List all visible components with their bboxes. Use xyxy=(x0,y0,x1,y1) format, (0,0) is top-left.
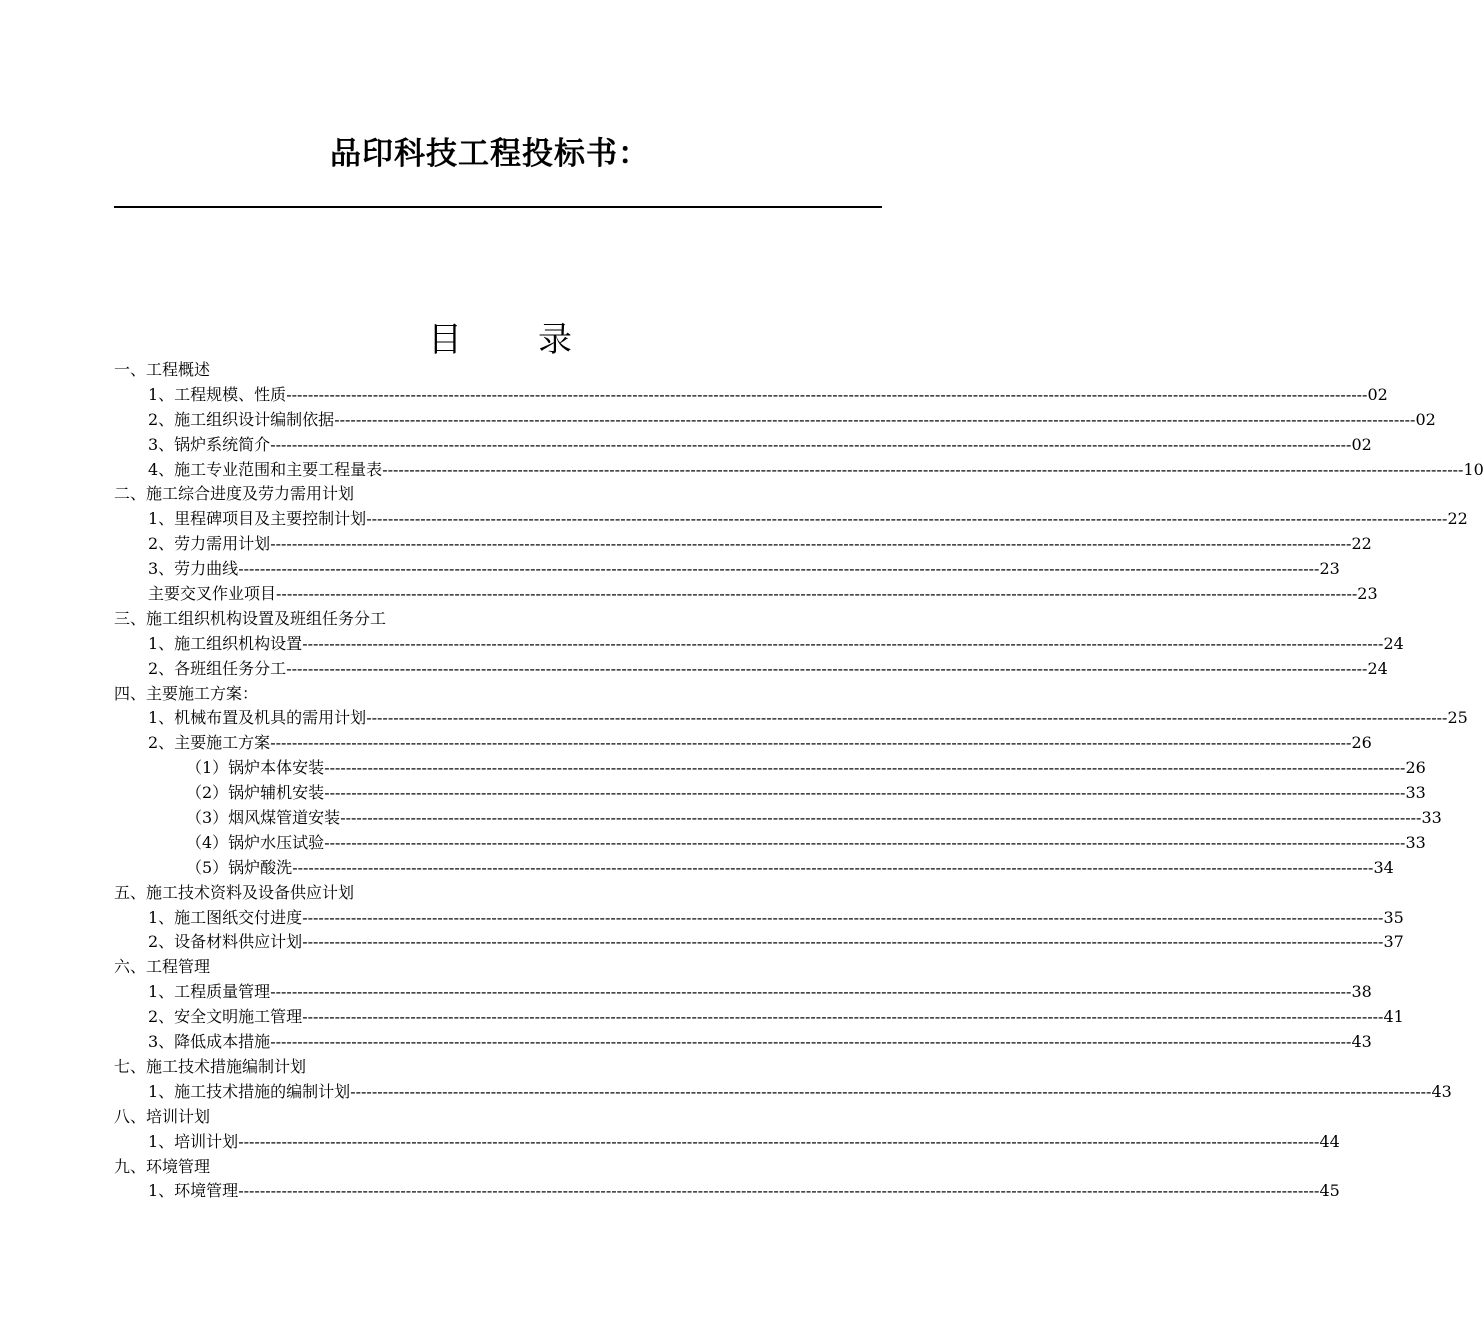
toc-dot-leader: -------------------------------------------------------------------------------------------------------------------------------------------------------------------------------------------------------- xyxy=(238,559,1320,579)
toc-dot-leader: -------------------------------------------------------------------------------------------------------------------------------------------------------------------------------------------------------- xyxy=(382,459,1464,479)
toc-entry-label: 1、施工组织机构设置 xyxy=(148,633,303,653)
toc-entry[interactable] xyxy=(114,433,1372,458)
toc-page-number: 44 xyxy=(1319,1131,1340,1151)
toc-entry-label: 八、培训计划 xyxy=(114,1106,211,1126)
toc-entry-label: 一、工程概述 xyxy=(114,360,211,379)
toc-page-number: 33 xyxy=(1405,783,1426,803)
toc-entry[interactable] xyxy=(114,557,1340,582)
toc-page-number: 38 xyxy=(1351,982,1372,1002)
toc-page-number: 43 xyxy=(1351,1032,1372,1052)
toc-dot-leader: -------------------------------------------------------------------------------------------------------------------------------------------------------------------------------------------------------- xyxy=(302,932,1384,952)
toc-page-number: 43 xyxy=(1431,1081,1452,1101)
toc-page-number: 41 xyxy=(1383,1007,1404,1027)
toc-dot-leader: -------------------------------------------------------------------------------------------------------------------------------------------------------------------------------------------------------- xyxy=(334,409,1416,429)
toc-heading xyxy=(0,312,1000,361)
toc-dot-leader: -------------------------------------------------------------------------------------------------------------------------------------------------------------------------------------------------------- xyxy=(270,982,1352,1002)
toc-dot-leader: -------------------------------------------------------------------------------------------------------------------------------------------------------------------------------------------------------- xyxy=(302,633,1384,653)
toc-dot-leader: -------------------------------------------------------------------------------------------------------------------------------------------------------------------------------------------------------- xyxy=(292,857,1374,877)
toc-dot-leader: -------------------------------------------------------------------------------------------------------------------------------------------------------------------------------------------------------- xyxy=(302,1007,1384,1027)
toc-page-number: 24 xyxy=(1367,658,1388,678)
toc-entry-label: 1、机械布置及机具的需用计划 xyxy=(148,708,367,728)
toc-entry[interactable] xyxy=(114,1155,874,1180)
toc-entry-label: 主要交叉作业项目 xyxy=(148,584,277,604)
toc-entry[interactable] xyxy=(114,358,874,383)
document-title: 品印科技工程投标书： xyxy=(330,136,650,172)
toc-entry-label: 1、里程碑项目及主要控制计划 xyxy=(148,509,367,529)
toc-entry[interactable] xyxy=(114,1179,1340,1204)
toc-heading-char-1: 目 xyxy=(428,320,462,360)
toc-entry[interactable] xyxy=(114,383,1388,408)
toc-page-number: 26 xyxy=(1351,733,1372,753)
toc-dot-leader: -------------------------------------------------------------------------------------------------------------------------------------------------------------------------------------------------------- xyxy=(324,832,1406,852)
toc-entry-label: 1、工程规模、性质 xyxy=(148,384,287,404)
toc-entry-label: 三、施工组织机构设置及班组任务分工 xyxy=(114,608,387,628)
toc-entry-label: 2、主要施工方案 xyxy=(148,733,271,753)
toc-entry-label: 1、施工图纸交付进度 xyxy=(148,907,303,927)
toc-entry-label: 2、安全文明施工管理 xyxy=(148,1007,303,1027)
toc-entry[interactable] xyxy=(114,507,1468,532)
toc-entry-label: 四、主要施工方案： xyxy=(114,683,259,703)
toc-entry-label: （4）锅炉水压试验 xyxy=(186,832,325,852)
toc-page-number: 22 xyxy=(1351,534,1372,554)
toc-entry-label: 3、降低成本措施 xyxy=(148,1032,271,1052)
toc-entry[interactable] xyxy=(114,856,1394,881)
toc-entry[interactable] xyxy=(114,980,1372,1005)
toc-dot-leader: -------------------------------------------------------------------------------------------------------------------------------------------------------------------------------------------------------- xyxy=(238,1131,1320,1151)
toc-entry[interactable] xyxy=(114,955,874,980)
toc-entry-label: （2）锅炉辅机安装 xyxy=(186,783,325,803)
toc-entry[interactable] xyxy=(114,582,1378,607)
toc-dot-leader: -------------------------------------------------------------------------------------------------------------------------------------------------------------------------------------------------------- xyxy=(324,758,1406,778)
toc-entry[interactable] xyxy=(114,756,1426,781)
toc-dot-leader: -------------------------------------------------------------------------------------------------------------------------------------------------------------------------------------------------------- xyxy=(350,1081,1432,1101)
toc-page-number: 02 xyxy=(1351,434,1372,454)
toc-dot-leader: -------------------------------------------------------------------------------------------------------------------------------------------------------------------------------------------------------- xyxy=(286,384,1368,404)
toc-entry[interactable] xyxy=(114,731,1372,756)
toc-heading-char-2: 录 xyxy=(538,320,572,360)
toc-entry-label: 二、施工综合进度及劳力需用计划 xyxy=(114,484,355,504)
toc-page-number: 37 xyxy=(1383,932,1404,952)
toc-dot-leader: -------------------------------------------------------------------------------------------------------------------------------------------------------------------------------------------------------- xyxy=(366,708,1448,728)
toc-dot-leader: -------------------------------------------------------------------------------------------------------------------------------------------------------------------------------------------------------- xyxy=(276,584,1358,604)
toc-entry-label: 六、工程管理 xyxy=(114,957,211,977)
toc-entry[interactable] xyxy=(114,1030,1372,1055)
toc-entry-label: 九、环境管理 xyxy=(114,1156,211,1176)
toc-dot-leader: -------------------------------------------------------------------------------------------------------------------------------------------------------------------------------------------------------- xyxy=(238,1181,1320,1201)
toc-entry-label: （1）锅炉本体安装 xyxy=(186,758,325,778)
toc-dot-leader: -------------------------------------------------------------------------------------------------------------------------------------------------------------------------------------------------------- xyxy=(270,534,1352,554)
toc-page-number: 02 xyxy=(1367,384,1388,404)
toc-entry[interactable] xyxy=(114,632,1404,657)
toc-entry[interactable] xyxy=(114,1005,1404,1030)
toc-entry[interactable] xyxy=(114,408,1436,433)
toc-page-number: 23 xyxy=(1357,584,1378,604)
toc-dot-leader: -------------------------------------------------------------------------------------------------------------------------------------------------------------------------------------------------------- xyxy=(324,783,1406,803)
toc-entry[interactable] xyxy=(114,1055,874,1080)
toc-page-number: 10 xyxy=(1463,459,1484,479)
toc-entry[interactable] xyxy=(114,532,1372,557)
toc-entry[interactable] xyxy=(114,607,874,632)
toc-entry[interactable] xyxy=(114,1105,874,1130)
toc-page-number: 26 xyxy=(1405,758,1426,778)
toc-dot-leader: -------------------------------------------------------------------------------------------------------------------------------------------------------------------------------------------------------- xyxy=(286,658,1368,678)
toc-entry[interactable] xyxy=(114,831,1426,856)
toc-page-number: 33 xyxy=(1421,808,1442,828)
toc-entry[interactable] xyxy=(114,806,1442,831)
toc-dot-leader: -------------------------------------------------------------------------------------------------------------------------------------------------------------------------------------------------------- xyxy=(340,808,1422,828)
toc-dot-leader: -------------------------------------------------------------------------------------------------------------------------------------------------------------------------------------------------------- xyxy=(270,434,1352,454)
toc-entry-label: 3、劳力曲线 xyxy=(148,559,239,579)
toc-page-number: 22 xyxy=(1447,509,1468,529)
toc-entry[interactable] xyxy=(114,1130,1340,1155)
toc-entry-label: 七、施工技术措施编制计划 xyxy=(114,1056,307,1076)
toc-entry[interactable] xyxy=(114,781,1426,806)
toc-entry-label: 4、施工专业范围和主要工程量表 xyxy=(148,459,383,479)
toc-dot-leader: -------------------------------------------------------------------------------------------------------------------------------------------------------------------------------------------------------- xyxy=(366,509,1448,529)
table-of-contents xyxy=(114,358,1484,1204)
toc-dot-leader: -------------------------------------------------------------------------------------------------------------------------------------------------------------------------------------------------------- xyxy=(270,733,1352,753)
toc-entry-label: （3）烟风煤管道安装 xyxy=(186,808,341,828)
toc-dot-leader: -------------------------------------------------------------------------------------------------------------------------------------------------------------------------------------------------------- xyxy=(302,907,1384,927)
toc-page-number: 33 xyxy=(1405,832,1426,852)
toc-dot-leader: -------------------------------------------------------------------------------------------------------------------------------------------------------------------------------------------------------- xyxy=(270,1032,1352,1052)
toc-entry-label: 1、环境管理 xyxy=(148,1181,239,1201)
title-divider xyxy=(114,206,882,208)
toc-entry[interactable] xyxy=(114,881,874,906)
toc-entry[interactable] xyxy=(114,930,1404,955)
toc-page-number: 25 xyxy=(1447,708,1468,728)
toc-entry[interactable] xyxy=(114,706,1468,731)
toc-entry[interactable] xyxy=(114,682,874,707)
toc-entry-label: 3、锅炉系统简介 xyxy=(148,434,271,454)
toc-page-number: 23 xyxy=(1319,559,1340,579)
toc-entry-label: 五、施工技术资料及设备供应计划 xyxy=(114,882,355,902)
toc-entry[interactable] xyxy=(114,657,1388,682)
toc-entry[interactable] xyxy=(114,1080,1452,1105)
toc-entry-label: 2、各班组任务分工 xyxy=(148,658,287,678)
toc-entry-label: 2、施工组织设计编制依据 xyxy=(148,409,335,429)
toc-entry[interactable] xyxy=(114,482,874,507)
toc-page-number: 35 xyxy=(1383,907,1404,927)
toc-entry-label: 2、设备材料供应计划 xyxy=(148,932,303,952)
toc-page-number: 02 xyxy=(1415,409,1436,429)
toc-page-number: 45 xyxy=(1319,1181,1340,1201)
toc-page-number: 24 xyxy=(1383,633,1404,653)
toc-entry-label: 1、施工技术措施的编制计划 xyxy=(148,1081,351,1101)
toc-page-number: 34 xyxy=(1373,857,1394,877)
toc-entry[interactable] xyxy=(114,458,1484,483)
toc-entry[interactable] xyxy=(114,906,1404,931)
toc-entry-label: 1、工程质量管理 xyxy=(148,982,271,1002)
toc-entry-label: （5）锅炉酸洗 xyxy=(186,857,293,877)
toc-entry-label: 1、培训计划 xyxy=(148,1131,239,1151)
toc-entry-label: 2、劳力需用计划 xyxy=(148,534,271,554)
